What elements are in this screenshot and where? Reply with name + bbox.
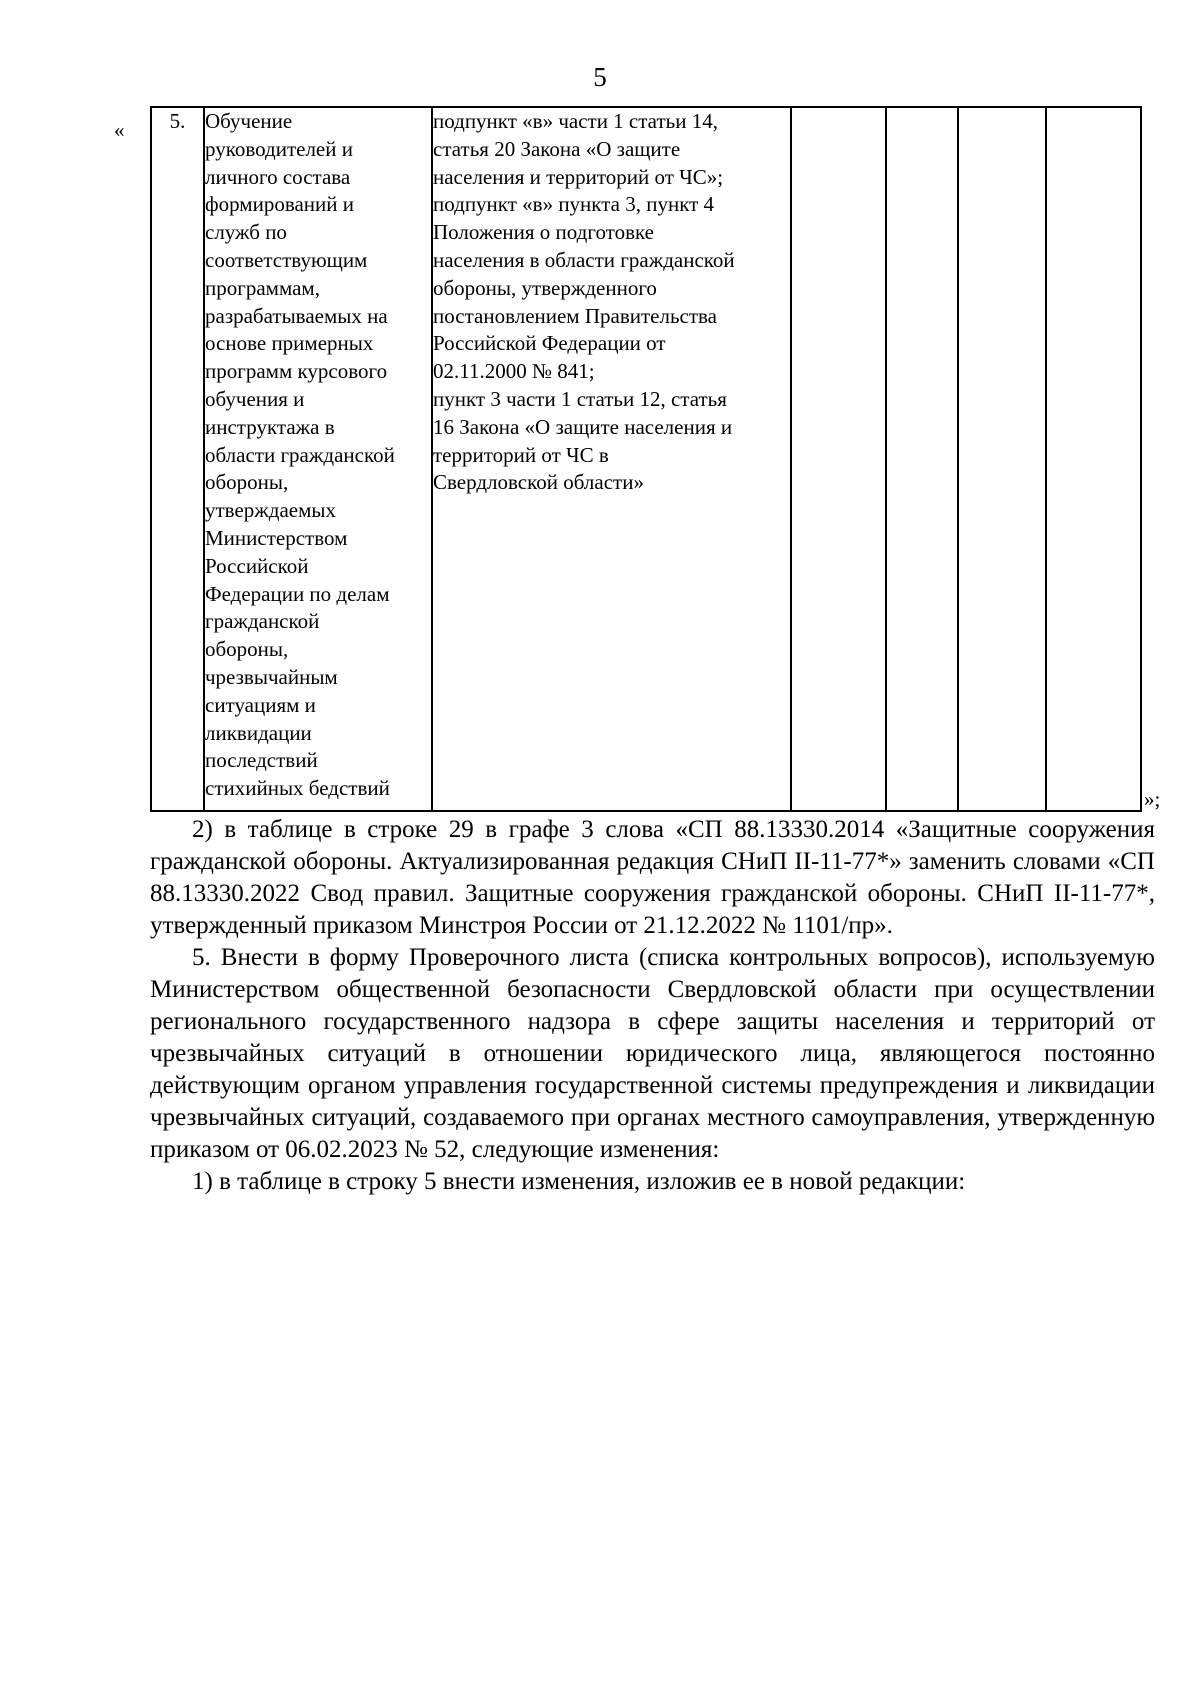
empty-cell [886, 107, 958, 811]
body-text [150, 814, 1155, 1198]
cell-text-line: Министерством [205, 525, 348, 550]
cell-text-line: населения в области гражданской [433, 247, 735, 272]
cell-text-line: последствий [205, 748, 318, 773]
cell-text-line: программам, [205, 275, 320, 300]
cell-text-line: программ курсового [205, 359, 388, 384]
paragraph-item-2-amendment: 2) в таблице в строке 29 в графе 3 слова «СП 88.13330.2014 «Защитные сооружения гражданской обороны. Актуализированная редакция СНиП II-11-77*» заменить словами «СП 88.13330.2022 Свод правил. Защитные сооружения гражданской обороны. СНиП II-11-77*, утвержденный приказом Минстроя России от 21.12.2022 № 1101/пр». [150, 816, 1155, 939]
cell-text-line: ситуациям и [205, 692, 316, 717]
cell-text-line: населения и территорий от ЧС»; [433, 164, 724, 189]
cell-text-line: 16 Закона «О защите населения и [433, 414, 733, 439]
cell-text-line: обороны, [205, 470, 289, 495]
cell-text-line: инструктажа в [205, 414, 335, 439]
paragraph-item-1-table-change: 1) в таблице в строку 5 внести изменения, изложив ее в новой редакции: [192, 1168, 966, 1195]
cell-text-line: формирований и [205, 192, 354, 217]
row-reference-cell [432, 107, 791, 811]
empty-cell [791, 107, 886, 811]
cell-text-line: Российской Федерации от [433, 331, 666, 356]
cell-text-line: гражданской [205, 609, 320, 634]
cell-text-line: служб по [205, 220, 287, 245]
cell-text-line: Положения о подготовке [433, 220, 654, 245]
empty-cell [958, 107, 1046, 811]
cell-text-line: обучения и [205, 386, 305, 411]
table-row [151, 107, 1141, 811]
cell-text-line: стихийных бедствий [205, 776, 390, 801]
cell-text-line: подпункт «в» пункта 3, пункт 4 [433, 192, 715, 217]
empty-cell [1046, 107, 1141, 811]
cell-text-line: чрезвычайным [205, 664, 338, 689]
cell-text-line: основе примерных [205, 331, 374, 356]
cell-text-line: постановлением Правительства [433, 303, 718, 328]
cell-text-line: утверждаемых [205, 498, 337, 523]
cell-text-line: ликвидации [205, 720, 312, 745]
cell-text-line: пункт 3 части 1 статьи 12, статья [433, 386, 727, 411]
cell-text-line: обороны, утвержденного [433, 275, 657, 300]
cell-text-line: статья 20 Закона «О защите [433, 136, 681, 161]
cell-text-line: Обучение [205, 109, 293, 133]
paragraph-item-5-checklist: 5. Внести в форму Проверочного листа (списка контрольных вопросов), используемую Министерством общественной безопасности Свердловской области при осуществлении регионального государственного надзора в сфере защиты населения и территорий от чрезвычайных ситуаций в отношении юридического лица, являющегося постоянно действующим органом управления государственной системы предупреждения и ликвидации чрезвычайных ситуаций, создаваемого при органах местного самоуправления, утвержденную приказом от 06.02.2023 № 52, следующие изменения: [150, 944, 1155, 1163]
cell-text-line: подпункт «в» части 1 статьи 14, [433, 109, 718, 133]
table-open-quote: « [114, 118, 125, 142]
table-close-quote: »; [1144, 787, 1161, 811]
cell-text-line: руководителей и [205, 136, 353, 161]
checklist-table [150, 106, 1142, 812]
cell-text-line: Федерации по делам [205, 581, 390, 606]
page-number: 5 [593, 62, 607, 92]
cell-text-line: Свердловской области» [433, 470, 644, 495]
row-description-cell [204, 107, 432, 811]
cell-text-line: личного состава [205, 164, 351, 189]
cell-text-line: территорий от ЧС в [433, 442, 609, 467]
cell-text-line: Российской [205, 553, 309, 578]
cell-text-line: обороны, [205, 637, 289, 662]
cell-text-line: разрабатываемых на [205, 303, 388, 328]
cell-text-line: 02.11.2000 № 841; [433, 359, 595, 384]
cell-text-line: области гражданской [205, 442, 395, 467]
row-number-cell: 5. [151, 107, 204, 811]
cell-text-line: соответствующим [205, 247, 368, 272]
